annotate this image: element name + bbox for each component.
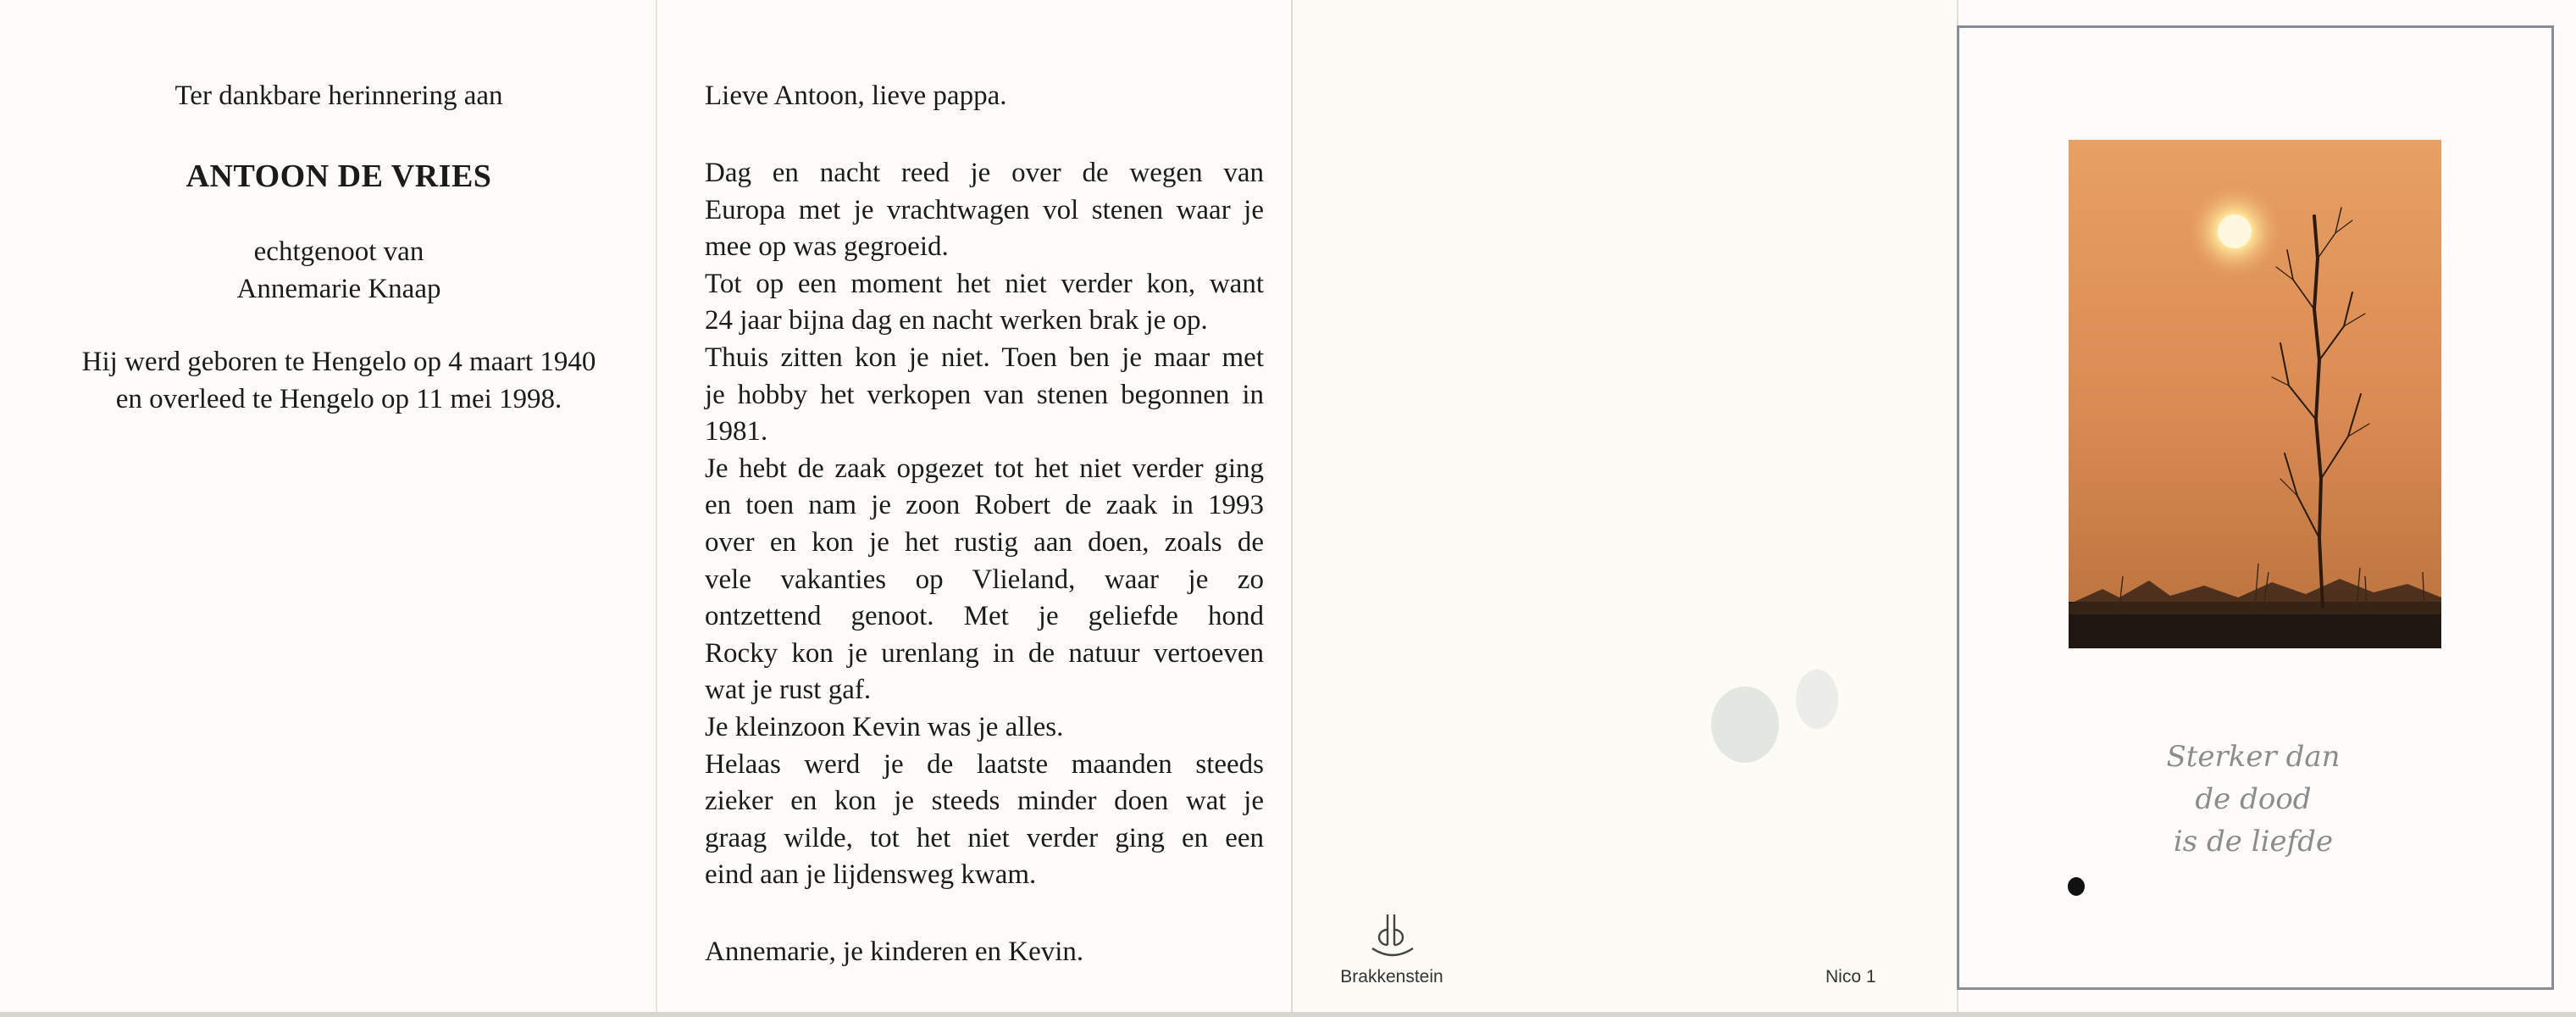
letter-line: 24 jaar bijna dag en nacht werken brak je op. xyxy=(705,305,1208,336)
front-motto xyxy=(2118,736,2389,863)
card-bottom-edge xyxy=(0,1012,2576,1017)
letter-line: Helaas werd je de laatste maanden steeds xyxy=(705,748,1264,780)
spouse-block xyxy=(0,233,678,308)
letter-line: Europa met je vrachtwagen vol stenen waar je xyxy=(705,194,1264,225)
spouse-line: Annemarie Knaap xyxy=(236,274,441,304)
dedication-intro: Ter dankbare herinnering aan xyxy=(175,81,503,111)
motto-line: Sterker dan xyxy=(2166,740,2341,774)
brakkenstein-logo-icon xyxy=(1369,911,1416,962)
letter-signoff: Annemarie, je kinderen en Kevin. xyxy=(705,936,1084,967)
motto-line: de dood xyxy=(2195,782,2312,816)
birth-death-block xyxy=(0,343,678,418)
letter-line: 1981. xyxy=(705,416,768,447)
letter-line: mee op was gegroeid. xyxy=(705,231,949,263)
letter-line: Dag en nacht reed je over de wegen van xyxy=(705,158,1264,188)
letter-line: Thuis zitten kon je niet. Toen ben je maar met xyxy=(705,342,1264,373)
letter-line: zieker en kon je steeds minder doen wat je xyxy=(705,786,1264,817)
stain-mark xyxy=(1711,686,1779,763)
card-code: Nico 1 xyxy=(1825,967,1876,986)
letter-body xyxy=(705,155,1264,894)
letter-line: en toen nam je zoon Robert de zaak in 1993 xyxy=(705,490,1264,521)
letter-line: eind aan je lijdensweg kwam. xyxy=(705,859,1037,891)
inside-left-panel xyxy=(0,0,656,1014)
motto-line: is de liefde xyxy=(2173,825,2334,859)
stain-mark xyxy=(1796,670,1838,729)
letter-line: vele vakanties op Vlieland, waar je zo xyxy=(705,564,1264,595)
deceased-name: ANTOON DE VRIES xyxy=(186,158,492,194)
letter-salutation: Lieve Antoon, lieve pappa. xyxy=(705,81,1007,111)
letter-line: Rocky kon je urenlang in de natuur vertoeven xyxy=(705,637,1264,669)
letter-line: graag wilde, tot het niet verder ging en een xyxy=(705,822,1264,853)
letter-line: je hobby het verkopen van stenen begonnen in xyxy=(705,379,1264,410)
letter-line: Je kleinzoon Kevin was je alles. xyxy=(705,711,1064,742)
letter-line: wat je rust gaf. xyxy=(705,675,872,706)
date-line: en overleed te Hengelo op 11 mei 1998. xyxy=(115,384,562,414)
date-line: Hij werd geboren te Hengelo op 4 maart 1940 xyxy=(81,347,596,377)
back-panel xyxy=(1293,0,1957,1014)
letter-line: Tot op een moment het niet verder kon, want xyxy=(705,268,1264,299)
ink-spot xyxy=(2068,877,2085,896)
letter-line: over en kon je het rustig aan doen, zoals de xyxy=(705,526,1264,558)
publisher-name: Brakkenstein xyxy=(1340,967,1443,986)
letter-line: Je hebt de zaak opgezet tot het niet verder ging xyxy=(705,453,1264,484)
sunset-tree-photo xyxy=(2069,140,2441,648)
spouse-line: echtgenoot van xyxy=(253,236,424,267)
letter-line: ontzettend genoot. Met je geliefde hond xyxy=(705,601,1264,632)
